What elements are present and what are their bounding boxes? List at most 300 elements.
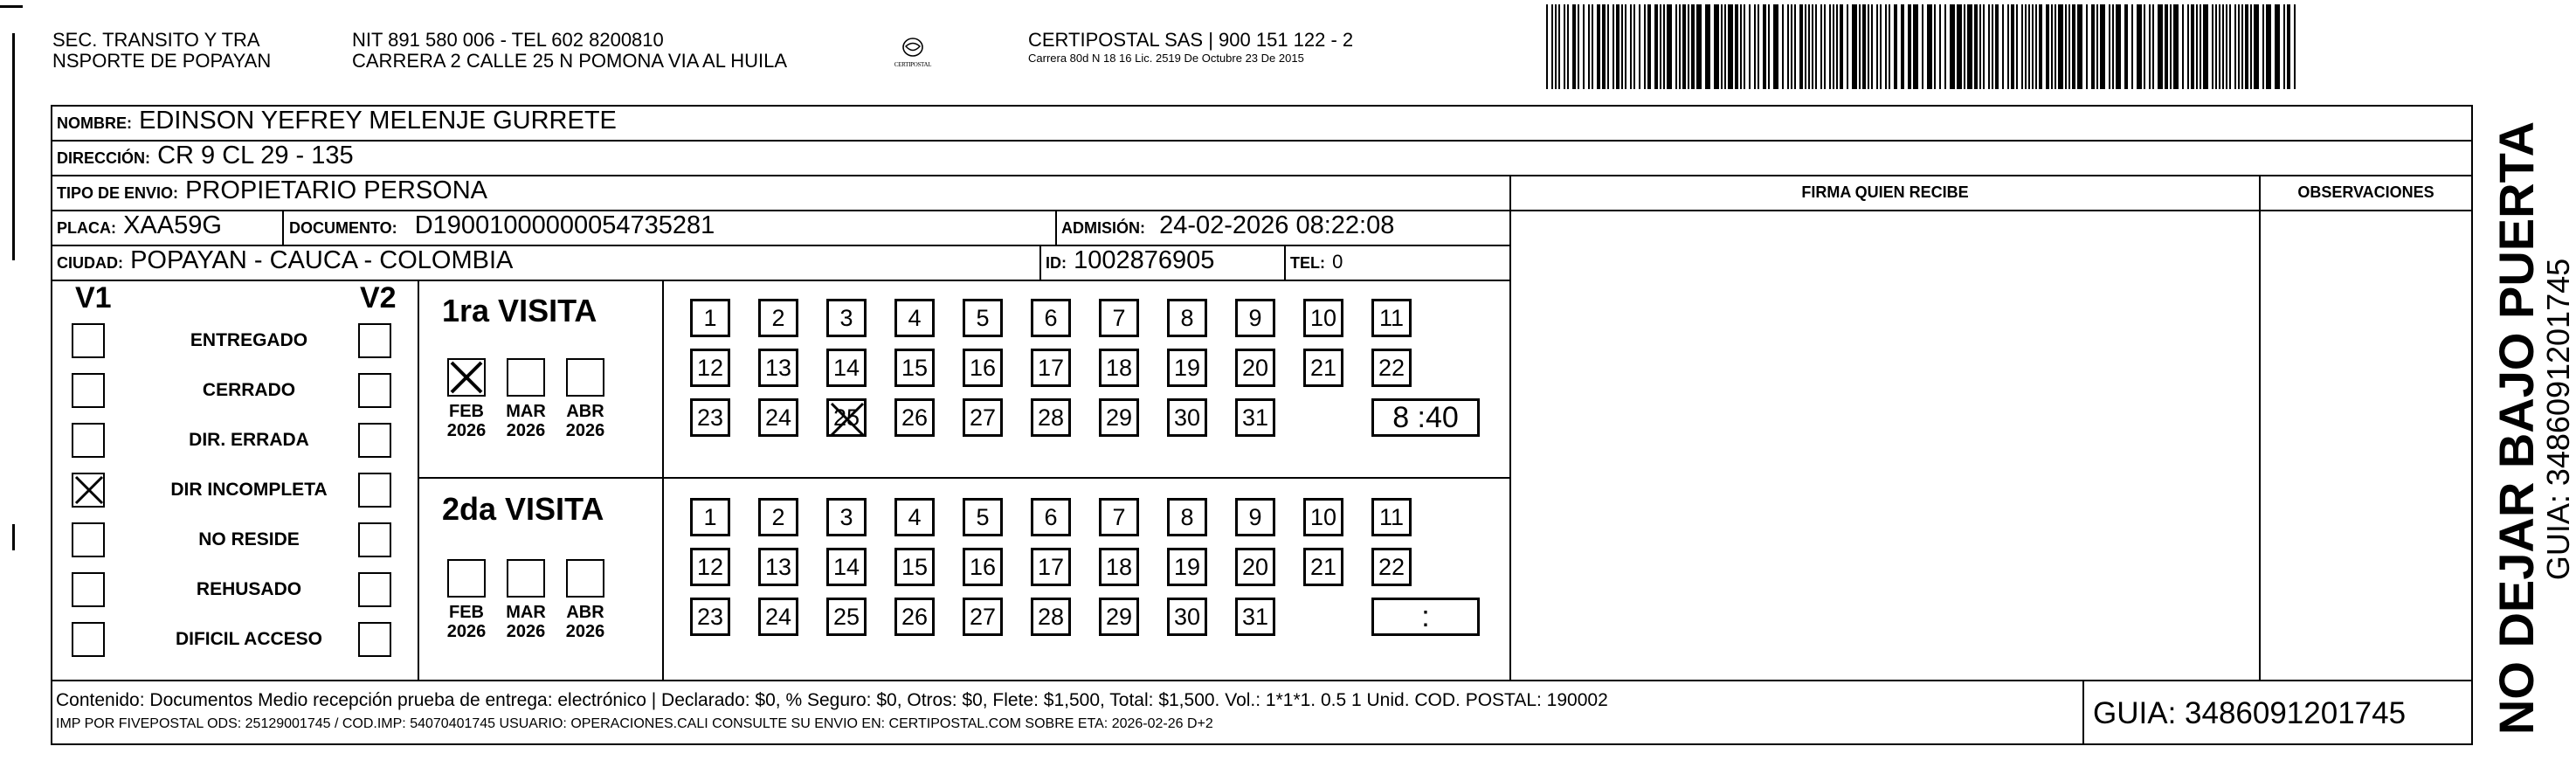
day-box[interactable]: [690, 349, 730, 387]
barcode-bar: [1768, 4, 1770, 89]
day-number: 8: [1180, 305, 1194, 331]
barcode-bar: [2039, 4, 2042, 89]
barcode-bar: [1592, 4, 1593, 89]
time-box[interactable]: :: [1371, 598, 1480, 636]
v1-checkbox[interactable]: [72, 473, 105, 508]
barcode-bar: [2051, 4, 2053, 89]
day-number: 26: [901, 404, 929, 431]
v2-checkbox[interactable]: [358, 473, 391, 508]
day-number: 24: [764, 404, 792, 431]
day-number: 10: [1309, 504, 1337, 530]
direccion-value: CR 9 CL 29 - 135: [157, 142, 354, 169]
v1-checkbox[interactable]: [72, 522, 105, 557]
day-box[interactable]: [690, 498, 730, 536]
admision-cell: [1057, 211, 1509, 245]
barcode-bar: [1625, 4, 1626, 89]
day-number: 13: [764, 554, 792, 580]
day-box[interactable]: [1303, 498, 1343, 536]
status-option-label: CERRADO: [202, 380, 296, 400]
barcode-bar: [2219, 4, 2220, 89]
barcode-bar: [2287, 4, 2290, 89]
day-box[interactable]: [1235, 398, 1275, 437]
side-guia: GUIA: 3486091201745: [2540, 258, 2576, 581]
v2-checkbox[interactable]: [358, 373, 391, 408]
barcode-bar: [1639, 4, 1640, 89]
day-box[interactable]: [690, 598, 730, 636]
barcode-bar: [1773, 4, 1778, 89]
barcode-bar: [2112, 4, 2114, 89]
month-year: 2026: [506, 421, 546, 440]
barcode-bar: [1820, 4, 1822, 89]
courier-line1: CERTIPOSTAL SAS | 900 151 122 - 2: [1028, 29, 1354, 51]
id-cell: [1041, 246, 1284, 280]
v1-checkbox[interactable]: [72, 572, 105, 607]
month-checkbox[interactable]: [507, 358, 545, 397]
day-box[interactable]: [1031, 398, 1071, 437]
day-number: 1: [703, 305, 717, 331]
observaciones-header: OBSERVACIONES: [2297, 183, 2434, 201]
day-box[interactable]: [963, 548, 1003, 586]
month-checkbox[interactable]: [566, 358, 604, 397]
col-line: [2082, 680, 2084, 745]
barcode-bar: [2254, 4, 2259, 89]
day-box[interactable]: [1099, 598, 1139, 636]
tipo-label: TIPO DE ENVIO:: [57, 184, 179, 202]
barcode-bar: [1616, 4, 1619, 89]
day-number: 15: [901, 554, 929, 580]
barcode-bar: [2196, 4, 2198, 89]
barcode-bar: [1654, 4, 1658, 89]
placa-label: PLACA:: [57, 219, 116, 237]
day-box[interactable]: [1303, 349, 1343, 387]
day-number: 20: [1241, 355, 1269, 381]
day-box[interactable]: [1031, 598, 1071, 636]
admision-value: 24-02-2026 08:22:08: [1159, 211, 1395, 239]
day-number: 11: [1378, 504, 1405, 530]
barcode-bar: [2077, 4, 2082, 89]
visit1-title: 1ra VISITA: [442, 293, 597, 328]
day-box[interactable]: [1371, 299, 1412, 337]
day-box[interactable]: [1167, 498, 1207, 536]
side-text: [2479, 121, 2576, 736]
tel-cell: [1286, 246, 1504, 280]
placa-value: XAA59G: [123, 211, 222, 239]
day-number: 2: [771, 305, 785, 331]
barcode-bar: [1939, 4, 1941, 89]
day-number: 13: [764, 355, 792, 381]
barcode-bar: [2002, 4, 2004, 89]
day-box[interactable]: [690, 299, 730, 337]
barcode-bar: [1787, 4, 1789, 89]
month-label: [439, 402, 494, 440]
barcode-bar: [2131, 4, 2133, 89]
barcode-bar: [1922, 4, 1923, 89]
barcode-bar: [2096, 4, 2098, 89]
barcode-bar: [1808, 4, 1810, 89]
day-number: 17: [1037, 554, 1065, 580]
barcode-bar: [1876, 4, 1878, 89]
day-number: 26: [901, 604, 929, 630]
barcode-bar: [2109, 4, 2110, 89]
day-box[interactable]: [826, 349, 867, 387]
day-box[interactable]: [1167, 598, 1207, 636]
day-number: 28: [1037, 604, 1065, 630]
day-box[interactable]: [758, 548, 798, 586]
day-number: 4: [908, 504, 922, 530]
month-name: ABR: [566, 603, 604, 622]
day-number: 5: [976, 305, 990, 331]
barcode-bar: [1754, 4, 1756, 89]
day-number: 1: [703, 504, 717, 530]
day-number: 4: [908, 305, 922, 331]
v1-checkbox[interactable]: [72, 423, 105, 458]
day-box[interactable]: [894, 398, 935, 437]
day-number: 16: [969, 355, 997, 381]
status-option-label: DIR INCOMPLETA: [170, 480, 328, 500]
day-box[interactable]: [1031, 548, 1071, 586]
day-number: 19: [1173, 355, 1201, 381]
day-box[interactable]: [1167, 349, 1207, 387]
day-box[interactable]: [758, 349, 798, 387]
day-box[interactable]: [963, 349, 1003, 387]
day-number: 29: [1105, 604, 1133, 630]
barcode-bar: [1885, 4, 1887, 89]
barcode-bar: [2294, 4, 2296, 89]
month-year: 2026: [565, 421, 605, 440]
barcode-bar: [1555, 4, 1557, 89]
month-year: 2026: [565, 622, 605, 641]
day-box[interactable]: [1235, 598, 1275, 636]
nombre-value: EDINSON YEFREY MELENJE GURRETE: [139, 107, 617, 135]
barcode-bar: [2035, 4, 2037, 89]
day-box[interactable]: [1167, 398, 1207, 437]
barcode-bar: [1763, 4, 1766, 89]
month-year: 2026: [446, 622, 487, 641]
day-number: 30: [1173, 604, 1201, 630]
day-box[interactable]: [963, 299, 1003, 337]
visit-divider: [662, 280, 664, 680]
barcode-bar: [1791, 4, 1792, 89]
barcode-bar: [1988, 4, 1990, 89]
barcode-bar: [1551, 4, 1553, 89]
day-box[interactable]: [963, 498, 1003, 536]
barcode-bar: [1607, 4, 1609, 89]
barcode-bar: [1979, 4, 1981, 89]
documento-label: DOCUMENTO:: [289, 219, 397, 237]
v2-checkbox[interactable]: [358, 423, 391, 458]
barcode-bar: [2215, 4, 2217, 89]
barcode-bar: [2068, 4, 2070, 89]
day-number: 8: [1180, 504, 1194, 530]
day-number: 23: [696, 604, 724, 630]
day-box[interactable]: [758, 299, 798, 337]
barcode-bar: [1564, 4, 1565, 89]
barcode-bar: [1995, 4, 1999, 89]
day-number: 18: [1105, 554, 1133, 580]
documento-cell: [285, 211, 1053, 245]
barcode-bar: [1840, 4, 1843, 89]
barcode-bar: [2021, 4, 2023, 89]
barcode-bar: [2144, 4, 2145, 89]
v2-checkbox[interactable]: [358, 622, 391, 657]
day-box[interactable]: [894, 498, 935, 536]
barcode-bar: [1847, 4, 1848, 89]
barcode-bar: [1833, 4, 1834, 89]
barcode-bar: [2250, 4, 2252, 89]
barcode-bar: [1880, 4, 1882, 89]
status-option-label: ENTREGADO: [190, 330, 308, 350]
barcode-bar: [1812, 4, 1813, 89]
month-checkbox[interactable]: [447, 358, 486, 397]
status-option-label: DIR. ERRADA: [189, 430, 309, 450]
barcode-bar: [2072, 4, 2075, 89]
barcode-bar: [1862, 4, 1866, 89]
barcode-bar: [1583, 4, 1585, 89]
day-number: 22: [1378, 554, 1405, 580]
month-year: 2026: [506, 622, 546, 641]
barcode-bar: [2212, 4, 2213, 89]
day-number: 18: [1105, 355, 1133, 381]
day-box[interactable]: [1099, 398, 1139, 437]
ciudad-label: CIUDAD:: [57, 254, 123, 272]
day-box[interactable]: [758, 598, 798, 636]
day-box[interactable]: [894, 349, 935, 387]
certipostal-logo-icon: [884, 37, 942, 73]
tipo-value: PROPIETARIO PERSONA: [185, 176, 488, 204]
barcode-bar: [2137, 4, 2142, 89]
barcode-bar: [2086, 4, 2088, 89]
nit-line1: NIT 891 580 006 - TEL 602 8200810: [352, 29, 664, 51]
day-box[interactable]: [894, 548, 935, 586]
barcode-bar: [1836, 4, 1838, 89]
day-box[interactable]: [758, 398, 798, 437]
barcode-bar: [2226, 4, 2227, 89]
barcode-bar: [2028, 4, 2030, 89]
footer-guia: GUIA: 3486091201745: [2093, 696, 2407, 730]
barcode-bar: [2262, 4, 2264, 89]
documento-value: D19001000000054735281: [414, 211, 715, 239]
barcode-bar: [2152, 4, 2154, 89]
barcode-bar: [2187, 4, 2189, 89]
day-number: 23: [696, 404, 724, 431]
barcode-bar: [1735, 4, 1738, 89]
barcode-bar: [1815, 4, 1817, 89]
day-number: 21: [1309, 355, 1337, 381]
day-box[interactable]: [1235, 299, 1275, 337]
barcode-bar: [1974, 4, 1978, 89]
day-box[interactable]: [1099, 548, 1139, 586]
day-number: 6: [1044, 305, 1058, 331]
barcode-bar: [1871, 4, 1873, 89]
cross-mark-icon: [449, 360, 484, 395]
barcode-bar: [1691, 4, 1695, 89]
day-number: 16: [969, 554, 997, 580]
day-box[interactable]: [690, 548, 730, 586]
day-number: 7: [1112, 305, 1126, 331]
v1-label: V1: [75, 281, 112, 314]
day-box[interactable]: [826, 299, 867, 337]
col-line: [2259, 175, 2261, 680]
day-number: 22: [1378, 355, 1405, 381]
barcode-bar: [2170, 4, 2172, 89]
courier-line2: Carrera 80d N 18 16 Lic. 2519 De Octubre 23 De 2015: [1028, 52, 1304, 65]
barcode-bar: [1852, 4, 1857, 89]
day-number: 27: [969, 404, 997, 431]
day-box[interactable]: [1303, 299, 1343, 337]
issuer-line1: SEC. TRANSITO Y TRA: [52, 29, 260, 51]
barcode-bar: [2032, 4, 2034, 89]
day-number: 17: [1037, 355, 1065, 381]
barcode-bar: [2191, 4, 2194, 89]
day-box[interactable]: [963, 398, 1003, 437]
footer-line2: IMP POR FIVEPOSTAL ODS: 25129001745 / COD.IMP: 54070401745 USUARIO: OPERACIONES.CALI CONSULTE SU ENVIO EN: CERTIPOSTAL.COM SOBRE ETA: 2026-02-26 D+2: [56, 716, 1213, 731]
barcode-bar: [2283, 4, 2285, 89]
day-box[interactable]: [1235, 548, 1275, 586]
barcode-bar: [2055, 4, 2056, 89]
cross-mark-icon: [829, 401, 866, 438]
issuer-line2: NSPORTE DE POPAYAN: [52, 50, 272, 72]
day-box[interactable]: [1371, 498, 1412, 536]
status-divider: [418, 280, 419, 680]
ciudad-cell: [52, 246, 1031, 280]
barcode-bar: [1588, 4, 1590, 89]
day-number: 5: [976, 504, 990, 530]
barcode-bar: [1630, 4, 1632, 89]
v2-checkbox[interactable]: [358, 323, 391, 358]
barcode-bar: [2165, 4, 2168, 89]
id-value: 1002876905: [1074, 246, 1215, 274]
tel-label: TEL:: [1290, 254, 1325, 272]
row-line: [51, 680, 2473, 681]
barcode-bar: [1679, 4, 1681, 89]
month-label: [499, 402, 553, 440]
month-checkbox[interactable]: [447, 559, 486, 598]
month-label: [499, 603, 553, 641]
barcode-bar: [2091, 4, 2095, 89]
day-number: 31: [1241, 604, 1269, 630]
day-box[interactable]: [894, 598, 935, 636]
month-year: 2026: [446, 421, 487, 440]
day-box[interactable]: [1031, 498, 1071, 536]
margin-line: [12, 33, 15, 260]
barcode-bar: [1944, 4, 1946, 89]
barcode-bar: [1744, 4, 1745, 89]
v1-checkbox[interactable]: [72, 373, 105, 408]
barcode-bar: [2200, 4, 2201, 89]
month-checkbox[interactable]: [507, 559, 545, 598]
day-box[interactable]: [826, 548, 867, 586]
direccion-label: DIRECCIÓN:: [57, 149, 150, 167]
barcode-bar: [1546, 4, 1548, 89]
barcode-bar: [1868, 4, 1869, 89]
placa-cell: [52, 211, 281, 245]
barcode-bar: [1901, 4, 1904, 89]
day-box[interactable]: [1099, 349, 1139, 387]
day-box[interactable]: [1371, 548, 1412, 586]
day-box[interactable]: [1235, 349, 1275, 387]
barcode-bar: [2245, 4, 2248, 89]
barcode-bar: [1805, 4, 1806, 89]
v2-checkbox[interactable]: [358, 522, 391, 557]
v2-label: V2: [360, 281, 397, 314]
day-box[interactable]: [1031, 349, 1071, 387]
day-box[interactable]: [1167, 299, 1207, 337]
day-number: 10: [1309, 305, 1337, 331]
day-box[interactable]: [1235, 498, 1275, 536]
day-number: 14: [832, 355, 860, 381]
day-number: 9: [1248, 305, 1262, 331]
barcode-bar: [1721, 4, 1723, 89]
barcode-bar: [2266, 4, 2271, 89]
barcode-bar: [1724, 4, 1726, 89]
day-box[interactable]: [690, 398, 730, 437]
cross-mark-icon: [73, 474, 105, 506]
barcode-bar: [2275, 4, 2280, 89]
day-box[interactable]: [894, 299, 935, 337]
barcode-bar: [1602, 4, 1606, 89]
day-number: 6: [1044, 504, 1058, 530]
barcode-bar: [1663, 4, 1665, 89]
time-box[interactable]: 8 :40: [1371, 398, 1480, 437]
day-box[interactable]: [758, 498, 798, 536]
v2-checkbox[interactable]: [358, 572, 391, 607]
barcode-bar: [2173, 4, 2179, 89]
day-box[interactable]: [826, 598, 867, 636]
month-checkbox[interactable]: [566, 559, 604, 598]
margin-dash: [0, 5, 23, 8]
day-box[interactable]: [1167, 548, 1207, 586]
barcode-bar: [1758, 4, 1759, 89]
barcode-bar: [1660, 4, 1661, 89]
side-warning: NO DEJAR BAJO PUERTA: [2489, 121, 2544, 736]
day-number: 31: [1241, 404, 1269, 431]
day-number: 28: [1037, 404, 1065, 431]
v1-checkbox[interactable]: [72, 622, 105, 657]
day-box[interactable]: [1099, 299, 1139, 337]
month-name: ABR: [566, 402, 604, 421]
month-label: [558, 603, 612, 641]
barcode-bar: [2025, 4, 2027, 89]
day-number: 9: [1248, 504, 1262, 530]
day-number: 14: [832, 554, 860, 580]
barcode-bar: [2238, 4, 2240, 89]
barcode-bar: [2229, 4, 2231, 89]
day-box[interactable]: [1303, 548, 1343, 586]
nit-line2: CARRERA 2 CALLE 25 N POMONA VIA AL HUILA: [352, 50, 788, 72]
barcode-bar: [1927, 4, 1932, 89]
barcode-bar: [1794, 4, 1796, 89]
day-number: 19: [1173, 554, 1201, 580]
issuer-block: [52, 30, 271, 72]
barcode-bar: [1682, 4, 1686, 89]
barcode-bar: [2011, 4, 2014, 89]
v1-checkbox[interactable]: [72, 323, 105, 358]
barcode-bar: [1913, 4, 1918, 89]
barcode-bar: [1696, 4, 1702, 89]
day-box[interactable]: [1099, 498, 1139, 536]
day-box[interactable]: [826, 498, 867, 536]
col-line: [282, 210, 284, 245]
barcode-bar: [2016, 4, 2018, 89]
day-box[interactable]: [1371, 349, 1412, 387]
day-number: 11: [1378, 305, 1405, 331]
visit2-title: 2da VISITA: [442, 491, 604, 527]
day-box[interactable]: [826, 398, 867, 437]
col-line: [2471, 105, 2473, 745]
day-box[interactable]: [963, 598, 1003, 636]
day-box[interactable]: [1031, 299, 1071, 337]
ciudad-value: POPAYAN - CAUCA - COLOMBIA: [130, 246, 514, 274]
